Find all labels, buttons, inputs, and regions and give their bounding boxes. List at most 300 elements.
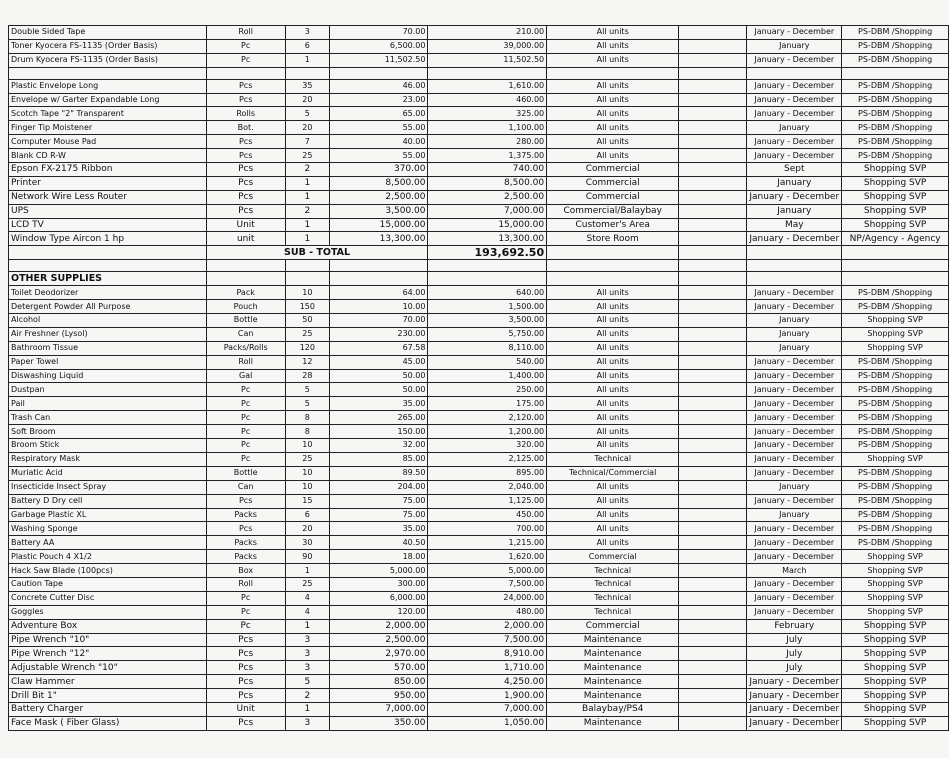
end-user-cell: All units — [547, 149, 679, 163]
end-user-cell: All units — [547, 121, 679, 135]
mode-cell: Shopping SVP — [842, 190, 949, 204]
unit-cell: Unit — [206, 218, 285, 232]
table-row — [9, 397, 949, 411]
unit-price-cell: 2,500.00 — [329, 633, 428, 647]
unit-price-cell: 50.00 — [329, 369, 428, 383]
end-user-cell: All units — [547, 93, 679, 107]
item-cell: Dustpan — [9, 383, 207, 397]
mode-cell: PS-DBM /Shopping — [842, 53, 949, 67]
mode-cell: PS-DBM /Shopping — [842, 536, 949, 550]
unit-price-cell: 2,500.00 — [329, 190, 428, 204]
unit-cell: Pc — [206, 605, 285, 619]
quantity-cell: 8 — [285, 411, 329, 425]
mode-cell: PS-DBM /Shopping — [842, 466, 949, 480]
unit-price-cell: 70.00 — [329, 314, 428, 328]
quantity-cell: 150 — [285, 300, 329, 314]
table-row — [9, 53, 949, 67]
total-cost-cell: 325.00 — [428, 107, 547, 121]
mode-cell: PS-DBM /Shopping — [842, 425, 949, 439]
empty-cell — [9, 246, 207, 260]
empty-cell — [679, 107, 747, 121]
total-cost-cell: 1,100.00 — [428, 121, 547, 135]
unit-price-cell: 5,000.00 — [329, 564, 428, 578]
unit-cell: Pack — [206, 286, 285, 300]
total-cost-cell: 5,000.00 — [428, 564, 547, 578]
end-user-cell: Technical — [547, 452, 679, 466]
empty-cell — [679, 190, 747, 204]
end-user-cell: All units — [547, 439, 679, 453]
unit-cell: Pcs — [206, 204, 285, 218]
empty-cell — [679, 605, 747, 619]
schedule-cell: January - December — [747, 383, 842, 397]
empty-cell — [9, 67, 207, 79]
end-user-cell: Technical — [547, 591, 679, 605]
unit-price-cell: 2,970.00 — [329, 647, 428, 661]
end-user-cell: All units — [547, 383, 679, 397]
mode-cell: PS-DBM /Shopping — [842, 355, 949, 369]
unit-price-cell: 8,500.00 — [329, 176, 428, 190]
empty-cell — [428, 260, 547, 272]
item-cell: Network Wire Less Router — [9, 190, 207, 204]
unit-price-cell: 65.00 — [329, 107, 428, 121]
schedule-cell: January - December — [747, 93, 842, 107]
total-cost-cell: 210.00 — [428, 26, 547, 40]
quantity-cell: 3 — [285, 633, 329, 647]
mode-cell: Shopping SVP — [842, 204, 949, 218]
quantity-cell: 1 — [285, 176, 329, 190]
quantity-cell: 5 — [285, 107, 329, 121]
empty-cell — [206, 272, 285, 286]
mode-cell: PS-DBM /Shopping — [842, 39, 949, 53]
quantity-cell: 20 — [285, 93, 329, 107]
quantity-cell: 3 — [285, 661, 329, 675]
empty-cell — [547, 246, 679, 260]
unit-price-cell: 35.00 — [329, 522, 428, 536]
unit-price-cell: 150.00 — [329, 425, 428, 439]
mode-cell: PS-DBM /Shopping — [842, 411, 949, 425]
unit-price-cell: 2,000.00 — [329, 619, 428, 633]
item-cell: Trash Can — [9, 411, 207, 425]
unit-cell: Pc — [206, 591, 285, 605]
item-cell: Respiratory Mask — [9, 452, 207, 466]
unit-cell: Pcs — [206, 176, 285, 190]
mode-cell: PS-DBM /Shopping — [842, 480, 949, 494]
item-cell: Garbage Plastic XL — [9, 508, 207, 522]
end-user-cell: Commercial/Balaybay — [547, 204, 679, 218]
total-cost-cell: 480.00 — [428, 605, 547, 619]
total-cost-cell: 1,710.00 — [428, 661, 547, 675]
unit-price-cell: 45.00 — [329, 355, 428, 369]
unit-cell: Bot. — [206, 121, 285, 135]
quantity-cell: 10 — [285, 439, 329, 453]
end-user-cell: All units — [547, 286, 679, 300]
end-user-cell: All units — [547, 26, 679, 40]
schedule-cell: January - December — [747, 135, 842, 149]
unit-cell: Box — [206, 564, 285, 578]
empty-cell — [679, 327, 747, 341]
empty-cell — [679, 272, 747, 286]
unit-cell: Rolls — [206, 107, 285, 121]
unit-cell: Bottle — [206, 314, 285, 328]
quantity-cell: 35 — [285, 79, 329, 93]
empty-cell — [679, 494, 747, 508]
unit-price-cell: 950.00 — [329, 689, 428, 703]
unit-cell: Pc — [206, 411, 285, 425]
table-row — [9, 149, 949, 163]
schedule-cell: January - December — [747, 591, 842, 605]
schedule-cell: January - December — [747, 439, 842, 453]
end-user-cell: All units — [547, 39, 679, 53]
total-cost-cell: 2,500.00 — [428, 190, 547, 204]
unit-cell: Can — [206, 480, 285, 494]
table-row — [9, 163, 949, 177]
table-row — [9, 218, 949, 232]
item-cell: Epson FX-2175 Ribbon — [9, 163, 207, 177]
end-user-cell: All units — [547, 397, 679, 411]
table-row — [9, 121, 949, 135]
unit-cell: Packs — [206, 508, 285, 522]
end-user-cell: All units — [547, 369, 679, 383]
schedule-cell: January - December — [747, 232, 842, 246]
empty-cell — [679, 314, 747, 328]
table-row — [9, 522, 949, 536]
schedule-cell: January - December — [747, 675, 842, 689]
table-row — [9, 79, 949, 93]
mode-cell: PS-DBM /Shopping — [842, 79, 949, 93]
table-row — [9, 480, 949, 494]
mode-cell: PS-DBM /Shopping — [842, 508, 949, 522]
item-cell: Adjustable Wrench "10" — [9, 661, 207, 675]
unit-price-cell: 67.58 — [329, 341, 428, 355]
empty-cell — [329, 67, 428, 79]
quantity-cell: 120 — [285, 341, 329, 355]
table-row — [9, 452, 949, 466]
item-cell: Plastic Pouch 4 X1/2 — [9, 550, 207, 564]
empty-cell — [679, 508, 747, 522]
unit-price-cell: 40.50 — [329, 536, 428, 550]
item-cell: Muriatic Acid — [9, 466, 207, 480]
total-cost-cell: 1,400.00 — [428, 369, 547, 383]
end-user-cell: Commercial — [547, 550, 679, 564]
mode-cell: Shopping SVP — [842, 327, 949, 341]
total-cost-cell: 15,000.00 — [428, 218, 547, 232]
item-cell: Computer Mouse Pad — [9, 135, 207, 149]
schedule-cell: January - December — [747, 550, 842, 564]
mode-cell: Shopping SVP — [842, 341, 949, 355]
total-cost-cell: 3,500.00 — [428, 314, 547, 328]
end-user-cell: All units — [547, 327, 679, 341]
total-cost-cell: 1,900.00 — [428, 689, 547, 703]
table-row — [9, 327, 949, 341]
item-cell: Drum Kyocera FS-1135 (Order Basis) — [9, 53, 207, 67]
empty-cell — [679, 619, 747, 633]
item-cell: Pipe Wrench "12" — [9, 647, 207, 661]
end-user-cell: Technical — [547, 605, 679, 619]
unit-cell: Roll — [206, 355, 285, 369]
empty-cell — [428, 67, 547, 79]
unit-price-cell: 50.00 — [329, 383, 428, 397]
item-cell: Battery AA — [9, 536, 207, 550]
item-cell: Toner Kyocera FS-1135 (Order Basis) — [9, 39, 207, 53]
unit-cell: Pcs — [206, 494, 285, 508]
total-cost-cell: 5,750.00 — [428, 327, 547, 341]
section-header-row — [9, 272, 949, 286]
empty-cell — [679, 67, 747, 79]
end-user-cell: Balaybay/PS4 — [547, 702, 679, 716]
mode-cell: Shopping SVP — [842, 176, 949, 190]
schedule-cell: January - December — [747, 452, 842, 466]
end-user-cell: All units — [547, 508, 679, 522]
total-cost-cell: 7,000.00 — [428, 204, 547, 218]
total-cost-cell: 895.00 — [428, 466, 547, 480]
table-row — [9, 439, 949, 453]
total-cost-cell: 11,502.50 — [428, 53, 547, 67]
empty-cell — [679, 341, 747, 355]
quantity-cell: 90 — [285, 550, 329, 564]
unit-price-cell: 6,000.00 — [329, 591, 428, 605]
quantity-cell: 1 — [285, 190, 329, 204]
quantity-cell: 50 — [285, 314, 329, 328]
unit-price-cell: 7,000.00 — [329, 702, 428, 716]
empty-cell — [679, 522, 747, 536]
empty-cell — [679, 204, 747, 218]
table-row — [9, 689, 949, 703]
total-cost-cell: 1,375.00 — [428, 149, 547, 163]
table-row — [9, 536, 949, 550]
quantity-cell: 8 — [285, 425, 329, 439]
unit-price-cell: 204.00 — [329, 480, 428, 494]
schedule-cell: January — [747, 327, 842, 341]
unit-cell: Pc — [206, 383, 285, 397]
table-row — [9, 204, 949, 218]
mode-cell: PS-DBM /Shopping — [842, 107, 949, 121]
schedule-cell: January - December — [747, 522, 842, 536]
item-cell: Bathroom Tissue — [9, 341, 207, 355]
table-row — [9, 190, 949, 204]
unit-cell: Pcs — [206, 135, 285, 149]
unit-cell: Packs — [206, 536, 285, 550]
schedule-cell: January - December — [747, 536, 842, 550]
table-row — [9, 675, 949, 689]
quantity-cell: 2 — [285, 689, 329, 703]
schedule-cell: January - December — [747, 716, 842, 730]
empty-cell — [679, 300, 747, 314]
item-cell: Window Type Aircon 1 hp — [9, 232, 207, 246]
end-user-cell: Maintenance — [547, 661, 679, 675]
empty-cell — [679, 163, 747, 177]
unit-price-cell: 35.00 — [329, 397, 428, 411]
mode-cell: Shopping SVP — [842, 564, 949, 578]
empty-cell — [679, 452, 747, 466]
item-cell: Face Mask ( Fiber Glass) — [9, 716, 207, 730]
end-user-cell: All units — [547, 314, 679, 328]
item-cell: Drill Bit 1" — [9, 689, 207, 703]
item-cell: Printer — [9, 176, 207, 190]
empty-cell — [329, 272, 428, 286]
table-row — [9, 425, 949, 439]
unit-cell: Pcs — [206, 79, 285, 93]
total-cost-cell: 13,300.00 — [428, 232, 547, 246]
schedule-cell: January - December — [747, 466, 842, 480]
quantity-cell: 4 — [285, 605, 329, 619]
total-cost-cell: 1,050.00 — [428, 716, 547, 730]
unit-cell: Pcs — [206, 633, 285, 647]
empty-cell — [679, 577, 747, 591]
end-user-cell: All units — [547, 411, 679, 425]
unit-cell: Pc — [206, 425, 285, 439]
empty-cell — [679, 466, 747, 480]
empty-cell — [747, 67, 842, 79]
unit-price-cell: 3,500.00 — [329, 204, 428, 218]
end-user-cell: Technical — [547, 577, 679, 591]
schedule-cell: January — [747, 121, 842, 135]
table-row — [9, 577, 949, 591]
mode-cell: Shopping SVP — [842, 661, 949, 675]
quantity-cell: 10 — [285, 286, 329, 300]
unit-cell: Bottle — [206, 466, 285, 480]
empty-cell — [547, 67, 679, 79]
empty-cell — [679, 439, 747, 453]
unit-price-cell: 10.00 — [329, 300, 428, 314]
total-cost-cell: 1,620.00 — [428, 550, 547, 564]
unit-price-cell: 570.00 — [329, 661, 428, 675]
unit-cell: Gal — [206, 369, 285, 383]
schedule-cell: January - December — [747, 425, 842, 439]
unit-cell: unit — [206, 232, 285, 246]
quantity-cell: 1 — [285, 702, 329, 716]
empty-cell — [679, 564, 747, 578]
schedule-cell: January - December — [747, 411, 842, 425]
table-row — [9, 508, 949, 522]
schedule-cell: January — [747, 314, 842, 328]
item-cell: Double Sided Tape — [9, 26, 207, 40]
end-user-cell: All units — [547, 300, 679, 314]
mode-cell: Shopping SVP — [842, 689, 949, 703]
total-cost-cell: 24,000.00 — [428, 591, 547, 605]
schedule-cell: January - December — [747, 689, 842, 703]
mode-cell: Shopping SVP — [842, 577, 949, 591]
quantity-cell: 3 — [285, 647, 329, 661]
table-row — [9, 605, 949, 619]
end-user-cell: Technical/Commercial — [547, 466, 679, 480]
item-cell: Battery Charger — [9, 702, 207, 716]
item-cell: Blank CD R-W — [9, 149, 207, 163]
end-user-cell: Customer's Area — [547, 218, 679, 232]
empty-cell — [679, 550, 747, 564]
end-user-cell: Maintenance — [547, 633, 679, 647]
schedule-cell: Sept — [747, 163, 842, 177]
mode-cell: Shopping SVP — [842, 452, 949, 466]
unit-price-cell: 23.00 — [329, 93, 428, 107]
item-cell: Concrete Cutter Disc — [9, 591, 207, 605]
quantity-cell: 2 — [285, 204, 329, 218]
empty-cell — [679, 218, 747, 232]
table-row — [9, 39, 949, 53]
schedule-cell: January - December — [747, 286, 842, 300]
unit-price-cell: 32.00 — [329, 439, 428, 453]
mode-cell: Shopping SVP — [842, 314, 949, 328]
unit-cell: Unit — [206, 702, 285, 716]
item-cell: Pail — [9, 397, 207, 411]
unit-price-cell: 75.00 — [329, 508, 428, 522]
end-user-cell: Maintenance — [547, 647, 679, 661]
empty-cell — [679, 716, 747, 730]
total-cost-cell: 7,500.00 — [428, 577, 547, 591]
table-row — [9, 716, 949, 730]
blank-row — [9, 67, 949, 79]
table-row — [9, 26, 949, 40]
unit-cell: Pcs — [206, 190, 285, 204]
end-user-cell: Maintenance — [547, 716, 679, 730]
table-row — [9, 369, 949, 383]
table-row — [9, 661, 949, 675]
unit-cell: Pc — [206, 452, 285, 466]
quantity-cell: 12 — [285, 355, 329, 369]
total-cost-cell: 2,000.00 — [428, 619, 547, 633]
empty-cell — [679, 93, 747, 107]
table-row — [9, 619, 949, 633]
quantity-cell: 5 — [285, 675, 329, 689]
unit-cell: Pc — [206, 439, 285, 453]
empty-cell — [206, 67, 285, 79]
schedule-cell: January - December — [747, 53, 842, 67]
unit-cell: Pcs — [206, 647, 285, 661]
schedule-cell: January - December — [747, 605, 842, 619]
empty-cell — [679, 633, 747, 647]
quantity-cell: 10 — [285, 466, 329, 480]
item-cell: Paper Towel — [9, 355, 207, 369]
item-cell: Soft Broom — [9, 425, 207, 439]
end-user-cell: Commercial — [547, 619, 679, 633]
table-row — [9, 232, 949, 246]
unit-price-cell: 55.00 — [329, 121, 428, 135]
table-row — [9, 633, 949, 647]
empty-cell — [679, 675, 747, 689]
table-row — [9, 494, 949, 508]
total-cost-cell: 39,000.00 — [428, 39, 547, 53]
unit-price-cell: 55.00 — [329, 149, 428, 163]
quantity-cell: 30 — [285, 536, 329, 550]
table-row — [9, 286, 949, 300]
unit-cell: Packs — [206, 550, 285, 564]
total-cost-cell: 4,250.00 — [428, 675, 547, 689]
unit-cell: Pcs — [206, 149, 285, 163]
empty-cell — [842, 272, 949, 286]
blank-row — [9, 260, 949, 272]
total-cost-cell: 2,120.00 — [428, 411, 547, 425]
item-cell: Washing Sponge — [9, 522, 207, 536]
subtotal-row — [9, 246, 949, 260]
total-cost-cell: 1,610.00 — [428, 79, 547, 93]
unit-cell: Packs/Rolls — [206, 341, 285, 355]
unit-cell: Roll — [206, 577, 285, 591]
quantity-cell: 4 — [285, 591, 329, 605]
empty-cell — [547, 260, 679, 272]
empty-cell — [206, 260, 285, 272]
schedule-cell: January - December — [747, 26, 842, 40]
end-user-cell: All units — [547, 494, 679, 508]
end-user-cell: All units — [547, 480, 679, 494]
quantity-cell: 1 — [285, 564, 329, 578]
mode-cell: PS-DBM /Shopping — [842, 397, 949, 411]
total-cost-cell: 175.00 — [428, 397, 547, 411]
quantity-cell: 3 — [285, 26, 329, 40]
total-cost-cell: 280.00 — [428, 135, 547, 149]
schedule-cell: January - December — [747, 494, 842, 508]
schedule-cell: January - December — [747, 300, 842, 314]
empty-cell — [679, 702, 747, 716]
empty-cell — [679, 355, 747, 369]
